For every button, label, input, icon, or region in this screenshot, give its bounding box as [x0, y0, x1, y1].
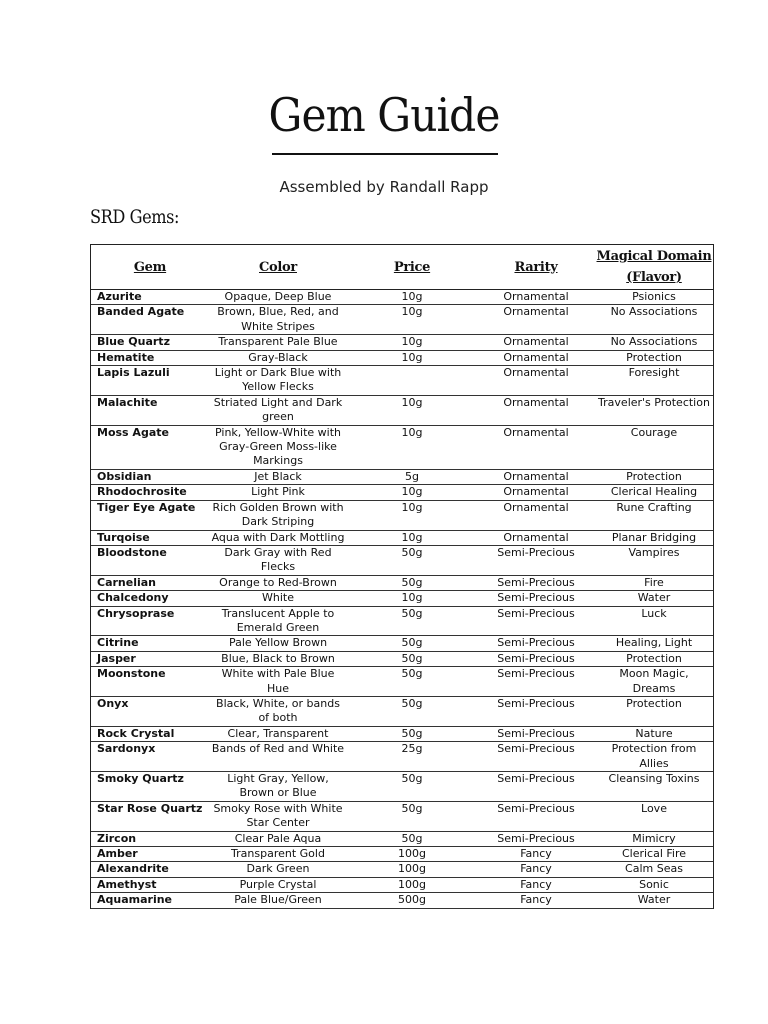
gem-price-cell: 500g — [347, 893, 477, 908]
gem-domain-cell: Nature — [595, 726, 713, 741]
gem-price-cell: 50g — [347, 606, 477, 636]
table-row — [91, 801, 713, 831]
gem-domain-cell: Cleansing Toxins — [595, 772, 713, 802]
gem-domain-cell: Luck — [595, 606, 713, 636]
gem-name-cell: Zircon — [91, 831, 209, 846]
gem-domain-cell: Traveler's Protection — [595, 395, 713, 425]
gem-name-cell: Banded Agate — [91, 305, 209, 335]
gem-price-cell: 10g — [347, 305, 477, 335]
table-row — [91, 893, 713, 908]
gem-domain-cell: Vampires — [595, 545, 713, 575]
gem-domain-cell: Calm Seas — [595, 862, 713, 877]
gem-rarity-cell: Ornamental — [477, 335, 595, 350]
gem-domain-cell: Planar Bridging — [595, 530, 713, 545]
gem-rarity-cell: Fancy — [477, 847, 595, 862]
gem-name-cell: Carnelian — [91, 575, 209, 590]
table-row — [91, 847, 713, 862]
gem-domain-cell: Water — [595, 591, 713, 606]
gem-domain-cell: Love — [595, 801, 713, 831]
gem-color-cell: White — [209, 591, 347, 606]
gem-rarity-cell: Semi-Precious — [477, 545, 595, 575]
table-row — [91, 366, 713, 396]
gem-color-cell: Smoky Rose with White Star Center — [209, 801, 347, 831]
gem-color-cell: Aqua with Dark Mottling — [209, 530, 347, 545]
gem-name-cell: Amethyst — [91, 877, 209, 892]
gem-rarity-cell: Fancy — [477, 862, 595, 877]
gem-color-cell: Blue, Black to Brown — [209, 651, 347, 666]
gem-price-cell: 50g — [347, 726, 477, 741]
gem-name-cell: Rhodochrosite — [91, 485, 209, 500]
table-header-row — [91, 245, 713, 290]
gem-price-cell: 5g — [347, 469, 477, 484]
gem-name-cell: Citrine — [91, 636, 209, 651]
gem-price-cell: 10g — [347, 485, 477, 500]
header-domain-line2: (Flavor) — [626, 270, 682, 285]
gem-rarity-cell: Ornamental — [477, 395, 595, 425]
gem-price-cell: 10g — [347, 290, 477, 305]
gem-color-cell: Pale Blue/Green — [209, 893, 347, 908]
gem-name-cell: Azurite — [91, 290, 209, 305]
gem-domain-cell: Fire — [595, 575, 713, 590]
table-row — [91, 636, 713, 651]
gem-rarity-cell: Semi-Precious — [477, 801, 595, 831]
gem-color-cell: Light Pink — [209, 485, 347, 500]
gem-name-cell: Onyx — [91, 696, 209, 726]
gem-domain-cell: Protection from Allies — [595, 742, 713, 772]
section-heading: SRD Gems: — [90, 206, 179, 228]
gem-rarity-cell: Ornamental — [477, 350, 595, 365]
gem-domain-cell: Clerical Fire — [595, 847, 713, 862]
gem-name-cell: Obsidian — [91, 469, 209, 484]
gem-color-cell: Dark Gray with Red Flecks — [209, 545, 347, 575]
gem-domain-cell: Protection — [595, 651, 713, 666]
gem-name-cell: Moss Agate — [91, 425, 209, 469]
gem-color-cell: Opaque, Deep Blue — [209, 290, 347, 305]
gem-domain-cell: Rune Crafting — [595, 500, 713, 530]
header-price: Price — [347, 245, 477, 290]
header-gem: Gem — [91, 245, 209, 290]
gem-price-cell: 50g — [347, 575, 477, 590]
gem-domain-cell: Water — [595, 893, 713, 908]
table-row — [91, 485, 713, 500]
gem-color-cell: Light or Dark Blue with Yellow Flecks — [209, 366, 347, 396]
table-row — [91, 726, 713, 741]
page-title: Gem Guide — [268, 88, 500, 142]
table-row — [91, 591, 713, 606]
gem-color-cell: Jet Black — [209, 469, 347, 484]
gem-rarity-cell: Fancy — [477, 877, 595, 892]
gem-color-cell: Black, White, or bands of both — [209, 696, 347, 726]
table-row — [91, 469, 713, 484]
gem-name-cell: Moonstone — [91, 667, 209, 697]
gem-color-cell: Orange to Red-Brown — [209, 575, 347, 590]
table-row — [91, 862, 713, 877]
gem-domain-cell: Moon Magic, Dreams — [595, 667, 713, 697]
gem-rarity-cell: Semi-Precious — [477, 636, 595, 651]
gem-color-cell: Transparent Gold — [209, 847, 347, 862]
table-row — [91, 425, 713, 469]
gem-price-cell: 25g — [347, 742, 477, 772]
gem-rarity-cell: Ornamental — [477, 485, 595, 500]
gem-domain-cell: Protection — [595, 469, 713, 484]
gem-rarity-cell: Semi-Precious — [477, 772, 595, 802]
gem-rarity-cell: Ornamental — [477, 290, 595, 305]
gem-domain-cell: Protection — [595, 350, 713, 365]
gem-domain-cell: Foresight — [595, 366, 713, 396]
gem-price-cell: 50g — [347, 636, 477, 651]
table-row — [91, 350, 713, 365]
table-row — [91, 696, 713, 726]
gem-name-cell: Bloodstone — [91, 545, 209, 575]
gem-color-cell: Bands of Red and White — [209, 742, 347, 772]
gem-rarity-cell: Semi-Precious — [477, 651, 595, 666]
gem-color-cell: Gray-Black — [209, 350, 347, 365]
table-row — [91, 742, 713, 772]
gem-name-cell: Chrysoprase — [91, 606, 209, 636]
table-row — [91, 290, 713, 305]
gem-rarity-cell: Semi-Precious — [477, 696, 595, 726]
gem-name-cell: Smoky Quartz — [91, 772, 209, 802]
subtitle: Assembled by Randall Rapp — [279, 178, 489, 196]
gem-price-cell: 100g — [347, 877, 477, 892]
gem-domain-cell: No Associations — [595, 335, 713, 350]
gem-rarity-cell: Ornamental — [477, 305, 595, 335]
gem-price-cell: 10g — [347, 350, 477, 365]
gem-rarity-cell: Semi-Precious — [477, 667, 595, 697]
gem-rarity-cell: Ornamental — [477, 366, 595, 396]
gem-name-cell: Tiger Eye Agate — [91, 500, 209, 530]
gem-color-cell: Clear, Transparent — [209, 726, 347, 741]
gem-rarity-cell: Semi-Precious — [477, 575, 595, 590]
gem-price-cell — [347, 366, 477, 396]
gem-price-cell: 10g — [347, 425, 477, 469]
table-row — [91, 606, 713, 636]
gem-color-cell: Pale Yellow Brown — [209, 636, 347, 651]
gem-price-cell: 50g — [347, 667, 477, 697]
gem-name-cell: Rock Crystal — [91, 726, 209, 741]
table-row — [91, 831, 713, 846]
gem-rarity-cell: Ornamental — [477, 500, 595, 530]
gem-name-cell: Amber — [91, 847, 209, 862]
gem-price-cell: 50g — [347, 831, 477, 846]
gem-domain-cell: Courage — [595, 425, 713, 469]
table-row — [91, 877, 713, 892]
gem-price-cell: 10g — [347, 500, 477, 530]
title-underline — [272, 153, 498, 155]
gem-name-cell: Jasper — [91, 651, 209, 666]
gem-table — [91, 244, 713, 909]
gem-color-cell: Striated Light and Dark green — [209, 395, 347, 425]
header-magical-domain — [595, 245, 713, 290]
table-row — [91, 545, 713, 575]
gem-name-cell: Malachite — [91, 395, 209, 425]
gem-rarity-cell: Ornamental — [477, 530, 595, 545]
gem-price-cell: 100g — [347, 862, 477, 877]
gem-color-cell: Pink, Yellow-White with Gray-Green Moss-like Markings — [209, 425, 347, 469]
gem-color-cell: Transparent Pale Blue — [209, 335, 347, 350]
gem-domain-cell: Mimicry — [595, 831, 713, 846]
gem-name-cell: Blue Quartz — [91, 335, 209, 350]
table-row — [91, 772, 713, 802]
header-rarity: Rarity — [477, 245, 595, 290]
gem-price-cell: 50g — [347, 651, 477, 666]
gem-price-cell: 10g — [347, 335, 477, 350]
gem-price-cell: 50g — [347, 772, 477, 802]
gem-name-cell: Chalcedony — [91, 591, 209, 606]
gem-color-cell: Purple Crystal — [209, 877, 347, 892]
gem-color-cell: Clear Pale Aqua — [209, 831, 347, 846]
gem-name-cell: Alexandrite — [91, 862, 209, 877]
gem-name-cell: Aquamarine — [91, 893, 209, 908]
gem-color-cell: Rich Golden Brown with Dark Striping — [209, 500, 347, 530]
gem-rarity-cell: Semi-Precious — [477, 742, 595, 772]
gem-price-cell: 10g — [347, 395, 477, 425]
gem-color-cell: Translucent Apple to Emerald Green — [209, 606, 347, 636]
gem-domain-cell: Clerical Healing — [595, 485, 713, 500]
table-row — [91, 575, 713, 590]
gem-name-cell: Sardonyx — [91, 742, 209, 772]
gem-domain-cell: Psionics — [595, 290, 713, 305]
gem-name-cell: Turqoise — [91, 530, 209, 545]
table-row — [91, 500, 713, 530]
gem-color-cell: White with Pale Blue Hue — [209, 667, 347, 697]
gem-domain-cell: No Associations — [595, 305, 713, 335]
gem-name-cell: Hematite — [91, 350, 209, 365]
table-row — [91, 530, 713, 545]
gem-rarity-cell: Fancy — [477, 893, 595, 908]
header-color: Color — [209, 245, 347, 290]
gem-price-cell: 50g — [347, 801, 477, 831]
gem-rarity-cell: Semi-Precious — [477, 606, 595, 636]
table-row — [91, 651, 713, 666]
gem-rarity-cell: Ornamental — [477, 425, 595, 469]
gem-price-cell: 100g — [347, 847, 477, 862]
gem-rarity-cell: Semi-Precious — [477, 726, 595, 741]
gem-name-cell: Star Rose Quartz — [91, 801, 209, 831]
gem-table-body — [91, 290, 713, 909]
gem-rarity-cell: Semi-Precious — [477, 591, 595, 606]
table-row — [91, 335, 713, 350]
gem-domain-cell: Healing, Light — [595, 636, 713, 651]
header-domain-line1: Magical Domain — [596, 249, 712, 264]
gem-name-cell: Lapis Lazuli — [91, 366, 209, 396]
gem-price-cell: 50g — [347, 696, 477, 726]
gem-rarity-cell: Ornamental — [477, 469, 595, 484]
gem-price-cell: 50g — [347, 545, 477, 575]
gem-price-cell: 10g — [347, 530, 477, 545]
gem-price-cell: 10g — [347, 591, 477, 606]
gem-domain-cell: Sonic — [595, 877, 713, 892]
gem-color-cell: Brown, Blue, Red, and White Stripes — [209, 305, 347, 335]
gem-color-cell: Dark Green — [209, 862, 347, 877]
gem-color-cell: Light Gray, Yellow, Brown or Blue — [209, 772, 347, 802]
gem-rarity-cell: Semi-Precious — [477, 831, 595, 846]
table-row — [91, 395, 713, 425]
table-row — [91, 667, 713, 697]
table-row — [91, 305, 713, 335]
gem-domain-cell: Protection — [595, 696, 713, 726]
